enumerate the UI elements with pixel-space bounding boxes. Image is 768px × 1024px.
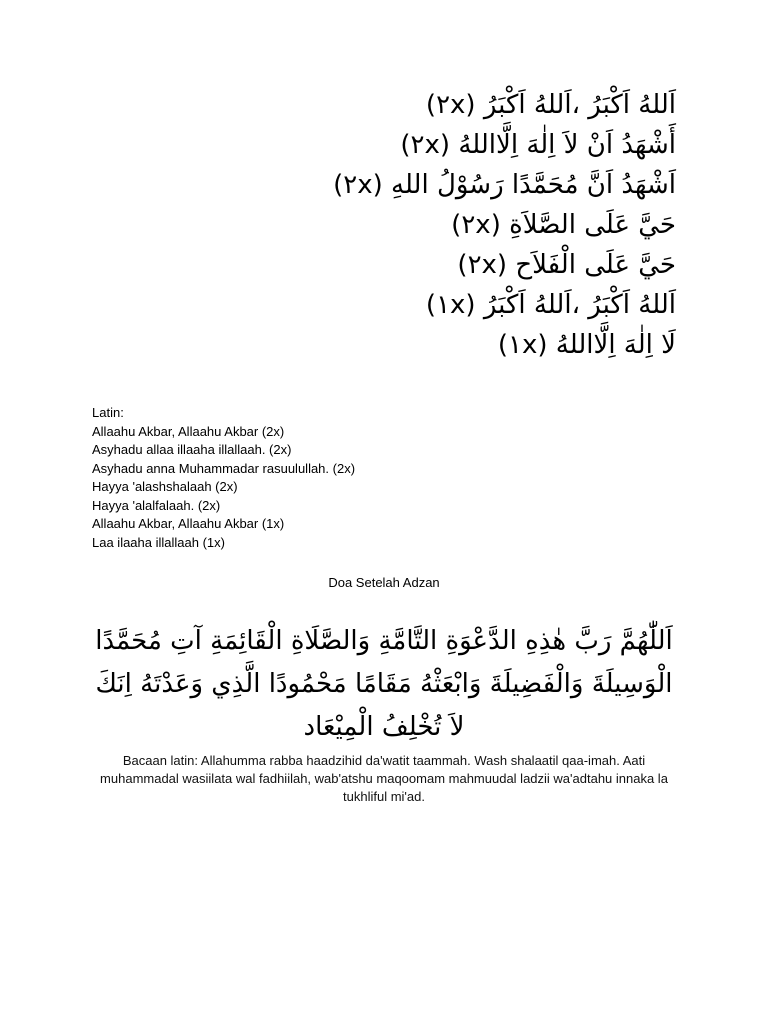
latin-line: Asyhadu allaa illaaha illallaah. (2x) bbox=[92, 442, 292, 457]
adzan-line: لَا اِلٰهَ اِلَّااللهُ (١x) bbox=[497, 330, 676, 360]
doa-latin-text: Bacaan latin: Allahumma rabba haadzihid da'watit taammah. Wash shalaatil qaa-imah. Aati muhammadal wasiilata wal fadhiilah, wab'atshu maqoomam mahmuudal ladzii wa'adtahu innaka la tukhliful mi'ad. bbox=[100, 753, 668, 804]
latin-line: Hayya 'alalfalaah. (2x) bbox=[92, 497, 221, 513]
adzan-arabic-text bbox=[320, 85, 676, 365]
latin-heading: Latin: bbox=[92, 405, 124, 420]
latin-line: Asyhadu anna Muhammadar rasuulullah. (2x) bbox=[92, 460, 356, 476]
latin-line: Allaahu Akbar, Allaahu Akbar (1x) bbox=[92, 516, 285, 531]
adzan-line: اَللهُ اَكْبَرُ ،اَللهُ اَكْبَرُ (٢x) bbox=[425, 90, 676, 120]
adzan-line: اَللهُ اَكْبَرُ ،اَللهُ اَكْبَرُ (١x) bbox=[425, 290, 676, 320]
adzan-line: اَشْهَدُ اَنَّ مُحَمَّدًا رَسُوْلُ اللهِ (٢x) bbox=[333, 170, 676, 200]
latin-line: Allaahu Akbar, Allaahu Akbar (2x) bbox=[92, 423, 285, 439]
latin-line: Laa ilaaha illallaah (1x) bbox=[92, 534, 225, 550]
doa-title: Doa Setelah Adzan bbox=[328, 575, 440, 590]
doa-arabic-text: اَللّٰهُمَّ رَبَّ هٰذِهِ الدَّعْوَةِ التَّامَّةِ وَالصَّلَاةِ الْقَائِمَةِ آتِ مُحَمَّدًا الْوَسِيلَةَ وَالْفَضِيلَةَ وَابْعَثْهُ مَقَامًا مَحْمُودًا الَّذِي وَعَدْتَهُ اِنَكَ لاَ تُخْلِفُ الْمِيْعَاد bbox=[95, 626, 673, 742]
adzan-line: حَيَّ عَلَى الْفَلاَح (٢x) bbox=[457, 250, 676, 280]
adzan-line: أَشْهَدُ اَنْ لاَ اِلٰهَ اِلَّااللهُ (٢x) bbox=[400, 130, 676, 160]
adzan-line: حَيَّ عَلَى الصَّلاَةِ (٢x) bbox=[451, 210, 676, 240]
latin-transliteration bbox=[92, 404, 512, 552]
latin-line: Hayya 'alashshalaah (2x) bbox=[92, 479, 238, 494]
